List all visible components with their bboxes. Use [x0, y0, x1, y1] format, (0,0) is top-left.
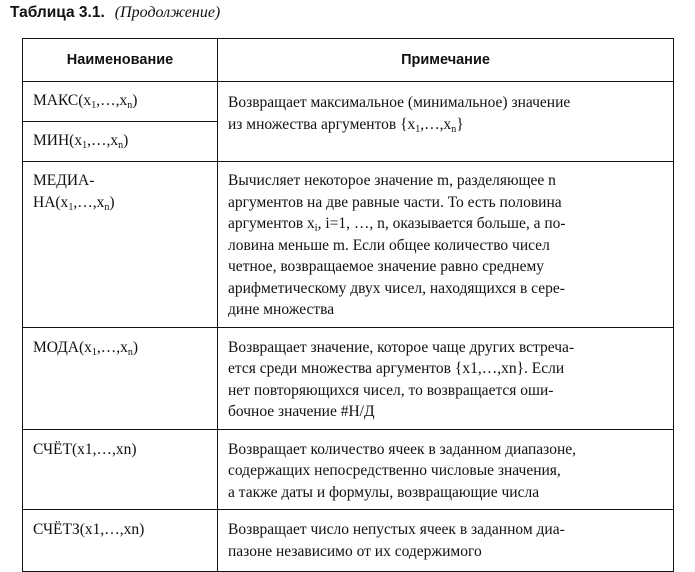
cell-note-mode: Возвращает значение, которое чаще других встреча- ется среди множества аргументов {x1,…,xn}. Если нет повторяющихся чисел, то возвращается оши- бочное значение #Н/Д: [218, 327, 674, 429]
table-caption-label: Таблица 3.1.: [10, 4, 105, 21]
table-header-row: [23, 39, 674, 82]
table-row-max: [23, 82, 674, 122]
cell-name-max: [23, 82, 218, 122]
cell-note-median: Вычисляет некоторое значение m, разделяющее n аргументов на две равные части. То есть половина аргументов $x_i$, i=1, …, n, оказывается больше, а по- ловина меньше m. Если общее количество чисел четное, возвращаемое значение равно среднему арифметическому двух чисел, находящихся в сере- дине множества: [218, 162, 674, 328]
table-row-count: [23, 429, 674, 510]
cell-note-counta: Возвращает число непустых ячеек в заданном диа- пазоне независимо от их содержимого: [218, 510, 674, 572]
function-name-mode: $МОДА(x_1,\dots,x_n)$: [33, 338, 139, 358]
function-name-min: $МИН(x_1,\dots,x_n)$: [33, 132, 129, 151]
cell-note-count: Возвращает количество ячеек в заданном диапазоне, содержащих непосредственно числовые значения, а также даты и формулы, возвращающие числа: [218, 429, 674, 510]
table-caption: [10, 4, 220, 22]
function-name-counta: СЧЁТЗ(x1,…,xn): [33, 521, 145, 538]
cell-name-counta: [23, 510, 218, 572]
table-caption-note: (Продолжение): [114, 4, 221, 21]
cell-note-max-min: Возвращает максимальное (минимальное) значение из множества аргументов $\{x_1,\dots,x_n\}$: [218, 82, 674, 162]
function-name-max: $МАКС(x_1,\dots,x_n)$: [33, 92, 138, 111]
table-row-median: [23, 162, 674, 328]
cell-name-count: [23, 429, 218, 510]
table-row-mode: [23, 327, 674, 429]
header-note: Примечание: [218, 39, 674, 82]
function-name-median: $НА(x_1,\dots,x_n)$: [33, 193, 115, 213]
cell-name-min: [23, 122, 218, 162]
cell-name-mode: [23, 327, 218, 429]
cell-name-median: МЕДИА- $НА(x_1,\dots,x_n)$: [23, 162, 218, 328]
functions-table: [22, 38, 674, 572]
function-name-count: СЧЁТ(x1,…,xn): [33, 440, 137, 458]
header-name: Наименование: [23, 39, 218, 82]
table-row-counta: [23, 510, 674, 572]
